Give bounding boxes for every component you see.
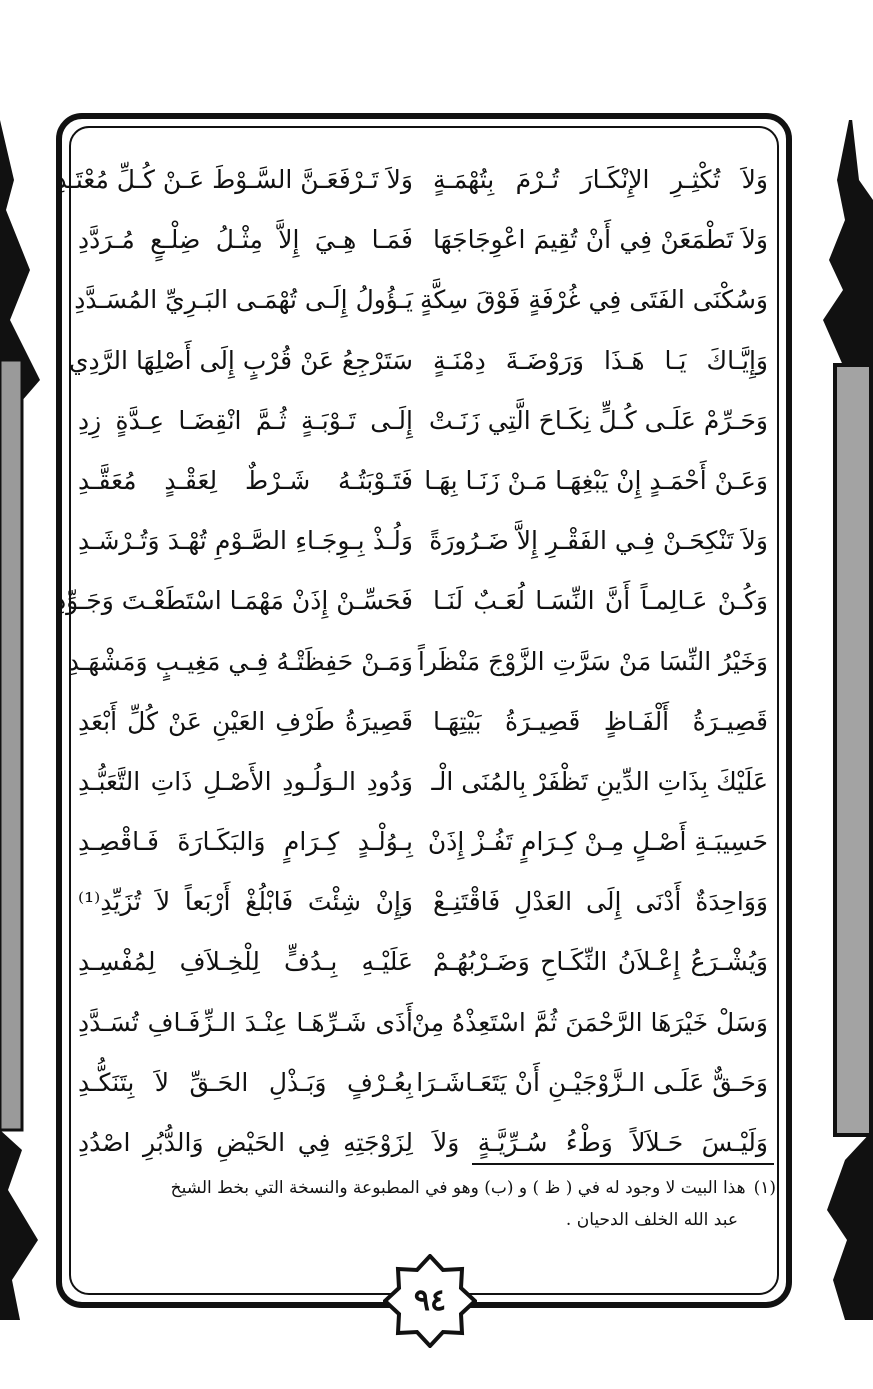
verse-second-hemistich: وَلاَ تَـرْفَعَـنَّ السَّـوْطَ عَـنْ كُـلِّ مُعْتَـدِ [55, 165, 413, 194]
verse [78, 511, 768, 571]
verse [78, 210, 768, 270]
verse-first-hemistich: وَحَـقٌّ عَلَـى الـزَّوْجَيْـنِ أَنْ يَتَعَـاشَـرَا [416, 1067, 768, 1097]
verse-second-hemistich: وَإِنْ شِئْتَ فَابْلُغْ أَرْبَعاً لاَ تُزَيِّدِ⁽¹⁾ [78, 887, 413, 917]
verse [68, 331, 768, 391]
verse-second-hemistich: أَذَى شَـرِّهَـا عِنْـدَ الـزِّفَـافِ تُسَـدَّدِ [78, 1007, 413, 1037]
page-number: ٩٤ [413, 1283, 447, 1318]
verse [78, 993, 768, 1053]
verse-second-hemistich: يَـؤُولُ إِلَـى تُهْمَـى البَـرِيِّ المُسَـدَّدِ [74, 285, 413, 315]
verse-first-hemistich: قَصِيـرَةُ أَلْفَـاظٍ قَصِيـرَةُ بَيْتِهَـا [433, 706, 768, 736]
verse-first-hemistich: وَإِيَّـاكَ يَـا هَـذَا وَرَوْضَـةَ دِمْنَـةٍ [433, 345, 768, 375]
poem-body [54, 150, 768, 1173]
footnote-line-1 [86, 1172, 776, 1204]
verse-first-hemistich: وَوَاحِدَةٌ أَدْنَى إِلَى العَدْلِ فَاقْتَنِـعْ [433, 887, 768, 917]
verse [78, 932, 768, 992]
verse-first-hemistich: وَكُـنْ عَـالِمـاً أَنَّ النِّسَـا لُعَـبٌ لَنَـا [433, 586, 768, 616]
verse-first-hemistich: حَسِيبَـةِ أَصْـلٍ مِـنْ كِـرَامٍ تَفُـزْ إِذَنْ [427, 827, 768, 857]
verse [78, 1053, 768, 1113]
verse [55, 150, 768, 210]
verse-first-hemistich: وَلاَ تُكْثِـرِ الإِنْكَـارَ تُـرْمَ بِتُهْمَـةٍ [433, 165, 768, 194]
verse-second-hemistich: فَحَسِّـنْ إِذَنْ مَهْمَـا اسْتَطَعْـتَ وَجَـوِّدِ [54, 586, 413, 616]
footnote-mark: (١) [753, 1178, 776, 1198]
verse-first-hemistich: وَلَيْـسَ حَـلاَلاً وَطْءُ سُـرِّيَّـةٍ وَلاَ [433, 1128, 768, 1157]
verse-second-hemistich: فَمَـا هِـيَ إِلاَّ مِثْـلُ ضِلْـعٍ مُـرَدَّدِ [78, 225, 413, 255]
ornament-icon [815, 120, 873, 1320]
verse-second-hemistich: قَصِيرَةُ طَرْفِ العَيْنِ عَنْ كُلِّ أَبْعَدِ [78, 706, 413, 736]
verse-first-hemistich: وَخَيْرُ النِّسَا مَنْ سَرَّتِ الزَّوْجَ مَنْظَراً [417, 646, 768, 676]
verse-second-hemistich: إِلَـى تَـوْبَـةٍ ثُـمَّ انْقِضَـا عِـدَّةٍ زِدِ [78, 405, 413, 435]
verse-second-hemistich: عَلَيْـهِ بِـدُفٍّ لِلْخِـلاَفِ لِمُفْسِـدِ [78, 947, 413, 977]
verse [78, 391, 768, 451]
verse [78, 872, 768, 932]
verse-first-hemistich: وَلاَ تَنْكِحَـنْ فِـي الفَقْـرِ إِلاَّ ضَـرُورَةً [429, 526, 768, 556]
verse-first-hemistich: وَسَلْ خَيْرَهَا الرَّحْمَنَ ثُمَّ اسْتَعِذْهُ مِنْ [411, 1007, 768, 1037]
verse-second-hemistich: بِعُـرْفٍ وَبَـذْلِ الحَـقِّ لاَ بِتَنَكُّـدِ [78, 1067, 413, 1097]
verse-first-hemistich: وَيُشْـرَعُ إِعْـلاَنُ النِّكَـاحِ وَضَـرْبُهُـمْ [433, 947, 768, 977]
verse-first-hemistich: وَلاَ تَطْمَعَنْ فِي أَنْ تُقِيمَ اعْوِجَاجَهَا [433, 225, 768, 255]
verse-second-hemistich: بِـوُلْـدٍ كِـرَامٍ وَالبَكَـارَةَ فَـاقْصِـدِ [78, 827, 413, 857]
footnote [86, 1172, 776, 1236]
verse [74, 270, 768, 330]
verse [78, 692, 768, 752]
verse [78, 812, 768, 872]
footnote-text: هذا البيت لا وجود له في ( ظ ) و (ب) وهو في المطبوعة والنسخة التي بخط الشيخ [170, 1178, 746, 1198]
left-ornament-band [0, 120, 58, 1320]
verse [78, 752, 768, 812]
page-number-badge [383, 1254, 477, 1348]
footnote-line-2: عبد الله الخلف الدحيان . [565, 1210, 738, 1230]
verse-second-hemistich: لِزَوْجَتِهِ فِي الحَيْضِ وَالدُّبُرِ اصْدُدِ [78, 1128, 413, 1157]
right-ornament-band [815, 120, 873, 1320]
verse [54, 571, 768, 631]
verse-first-hemistich: وَعَـنْ أَحْمَـدٍ إِنْ يَبْغِهَـا مَـنْ زَنَـا بِهَـا [424, 465, 768, 495]
verse-second-hemistich: وَدُودِ الـوَلُـودِ الأَصْـلِ ذَاتِ التَّعَبُّـدِ [78, 766, 413, 796]
footnote-divider [472, 1163, 774, 1165]
verse-first-hemistich: عَلَيْكَ بِذَاتِ الدِّينِ تَظْفَرْ بِالمُنَى الْـ [431, 766, 768, 796]
ornament-icon [0, 120, 58, 1320]
verse-second-hemistich: وَمَـنْ حَفِظَتْـهُ فِـي مَغِيـبٍ وَمَشْهَـدِ [67, 646, 413, 676]
verse-second-hemistich: سَتَرْجِعُ عَنْ قُرْبٍ إِلَى أَصْلِهَا الرَّدِي [68, 345, 413, 375]
verse-first-hemistich: وَسُكْنَى الفَتَى فِي غُرْفَةٍ فَوْقَ سِكَّةٍ [420, 285, 768, 315]
verse-second-hemistich: وَلُـذْ بِـوِجَـاءِ الصَّـوْمِ تُهْـدَ وَتُـرْشَـدِ [78, 526, 413, 556]
verse-first-hemistich: وَحَـرِّمْ عَلَـى كُـلٍّ نِكَـاحَ الَّتِي زَنَـتْ [428, 405, 768, 435]
verse-second-hemistich: فَتَـوْبَتُـهُ شَـرْطٌ لِعَقْـدٍ مُعَقَّـدِ [78, 465, 413, 495]
verse [78, 451, 768, 511]
verse [67, 632, 768, 692]
